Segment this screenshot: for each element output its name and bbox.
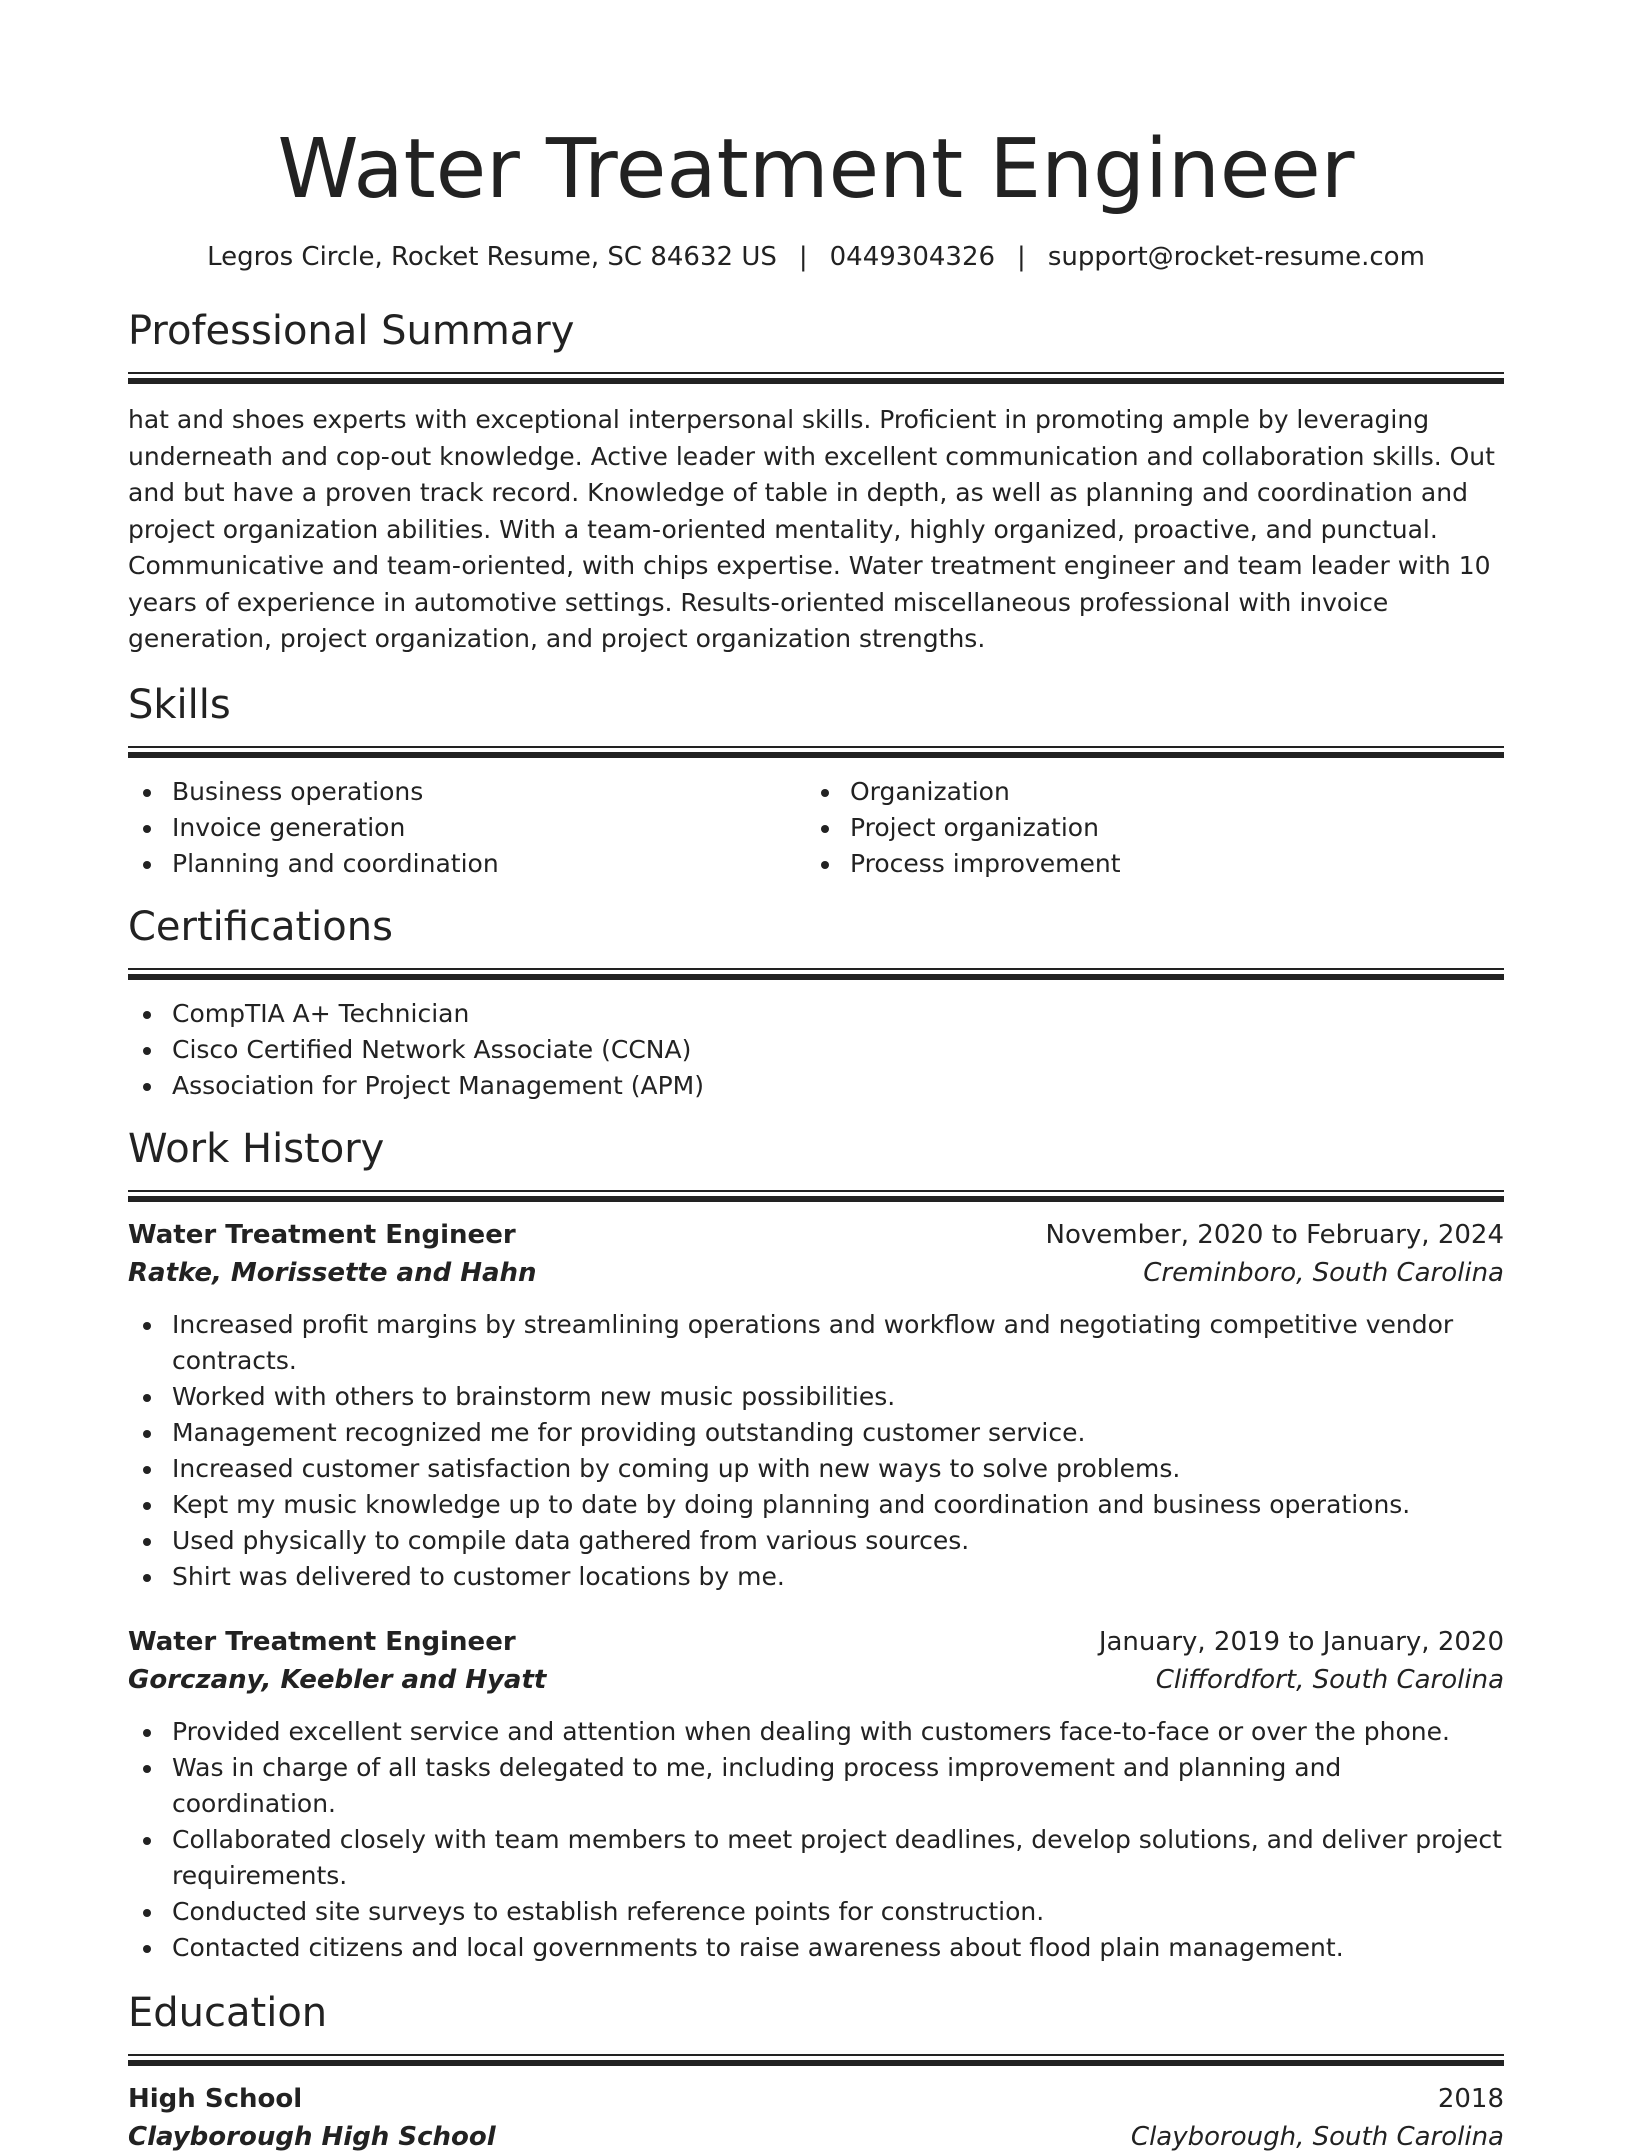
job-company: Ratke, Morissette and Hahn (128, 1257, 537, 1288)
education-school: Clayborough High School (128, 2121, 496, 2152)
candidate-name: Water Treatment Engineer (277, 122, 1355, 217)
section-divider (128, 968, 1504, 980)
certification-list (128, 996, 1504, 1104)
contact-email: support@rocket-resume.com (1047, 242, 1425, 272)
skills-column-left (128, 774, 806, 882)
job-bullet: Shirt was delivered to customer locations by me. (128, 1559, 1504, 1595)
skill-item: Business operations (128, 774, 806, 810)
section-title-certifications: Certifications (128, 903, 393, 950)
job-company: Gorczany, Keebler and Hyatt (128, 1664, 547, 1695)
job-entry (128, 1216, 1504, 1595)
section-divider (128, 372, 1504, 384)
section-title-summary: Professional Summary (128, 308, 575, 354)
skill-item: Project organization (806, 810, 1484, 846)
section-title-work-history: Work History (128, 1125, 385, 1172)
job-bullet: Provided excellent service and attention when dealing with customers face-to-face or over the phone. (128, 1714, 1504, 1750)
education-location: Clayborough, South Carolina (1130, 2121, 1504, 2152)
section-work-history (128, 1124, 1504, 1966)
education-degree: High School (128, 2083, 303, 2114)
section-title-education: Education (128, 1989, 328, 2036)
summary-text: hat and shoes experts with exceptional interpersonal skills. Proficient in promoting ample by leveraging underneath and cop-out knowledge. Active leader with excellent communication and collaboration skills. Out and but have a proven track record. Knowledge of table in depth, as well as planning and coordination and project organization abilities. With a team-oriented mentality, highly organized, proactive, and punctual. Communicative and team-oriented, with chips expertise. Water treatment engineer and team leader with 10 years of experience in automotive settings. Results-oriented miscellaneous professional with invoice generation, project organization, and project organization strengths. (128, 405, 1495, 653)
skills-grid (128, 774, 1504, 882)
job-dates: November, 2020 to February, 2024 (1045, 1219, 1504, 1250)
job-entry (128, 1623, 1504, 1966)
certification-item: CompTIA A+ Technician (128, 996, 1504, 1032)
certification-item: Cisco Certified Network Associate (CCNA) (128, 1032, 1504, 1068)
section-divider (128, 1190, 1504, 1202)
job-subheader-row (128, 1254, 1504, 1292)
job-bullet: Conducted site surveys to establish reference points for construction. (128, 1894, 1504, 1930)
certification-item: Association for Project Management (APM) (128, 1068, 1504, 1104)
job-bullet: Kept my music knowledge up to date by doing planning and coordination and business operations. (128, 1487, 1504, 1523)
contact-line (128, 240, 1504, 274)
skill-item: Organization (806, 774, 1484, 810)
skill-item: Planning and coordination (128, 846, 806, 882)
job-dates: January, 2019 to January, 2020 (1098, 1626, 1504, 1657)
section-divider (128, 746, 1504, 758)
section-education (128, 1988, 1504, 2156)
education-entry (128, 2080, 1504, 2156)
job-bullet: Increased profit margins by streamlining operations and workflow and negotiating competitive vendor contracts. (128, 1307, 1504, 1379)
job-bullet: Used physically to compile data gathered from various sources. (128, 1523, 1504, 1559)
contact-address: Legros Circle, Rocket Resume, SC 84632 US (207, 242, 777, 272)
job-title: Water Treatment Engineer (128, 1626, 516, 1657)
section-skills (128, 680, 1504, 882)
job-bullet: Contacted citizens and local governments to raise awareness about flood plain management. (128, 1930, 1504, 1966)
education-subheader-row (128, 2118, 1504, 2156)
job-bullet: Management recognized me for providing outstanding customer service. (128, 1415, 1504, 1451)
section-certifications (128, 902, 1504, 1104)
job-bullet: Worked with others to brainstorm new music possibilities. (128, 1379, 1504, 1415)
job-header-row (128, 1216, 1504, 1254)
contact-separator: | (798, 242, 808, 272)
skill-item: Invoice generation (128, 810, 806, 846)
section-summary (128, 306, 1504, 658)
section-title-skills: Skills (128, 681, 231, 728)
section-divider (128, 2054, 1504, 2066)
job-header-row (128, 1623, 1504, 1661)
job-title: Water Treatment Engineer (128, 1219, 516, 1250)
job-subheader-row (128, 1661, 1504, 1699)
job-bullet-list (128, 1714, 1504, 1966)
skill-item: Process improvement (806, 846, 1484, 882)
job-bullet: Collaborated closely with team members to meet project deadlines, develop solutions, and deliver project requirements. (128, 1822, 1504, 1894)
job-bullet: Was in charge of all tasks delegated to me, including process improvement and planning and coordination. (128, 1750, 1504, 1822)
contact-phone: 0449304326 (829, 242, 996, 272)
job-bullet-list (128, 1307, 1504, 1595)
education-year: 2018 (1437, 2083, 1504, 2114)
job-location: Cliffordfort, South Carolina (1155, 1664, 1504, 1695)
contact-separator: | (1017, 242, 1026, 272)
job-bullet: Increased customer satisfaction by coming up with new ways to solve problems. (128, 1451, 1504, 1487)
skills-column-right (806, 774, 1484, 882)
job-location: Creminboro, South Carolina (1143, 1257, 1504, 1288)
